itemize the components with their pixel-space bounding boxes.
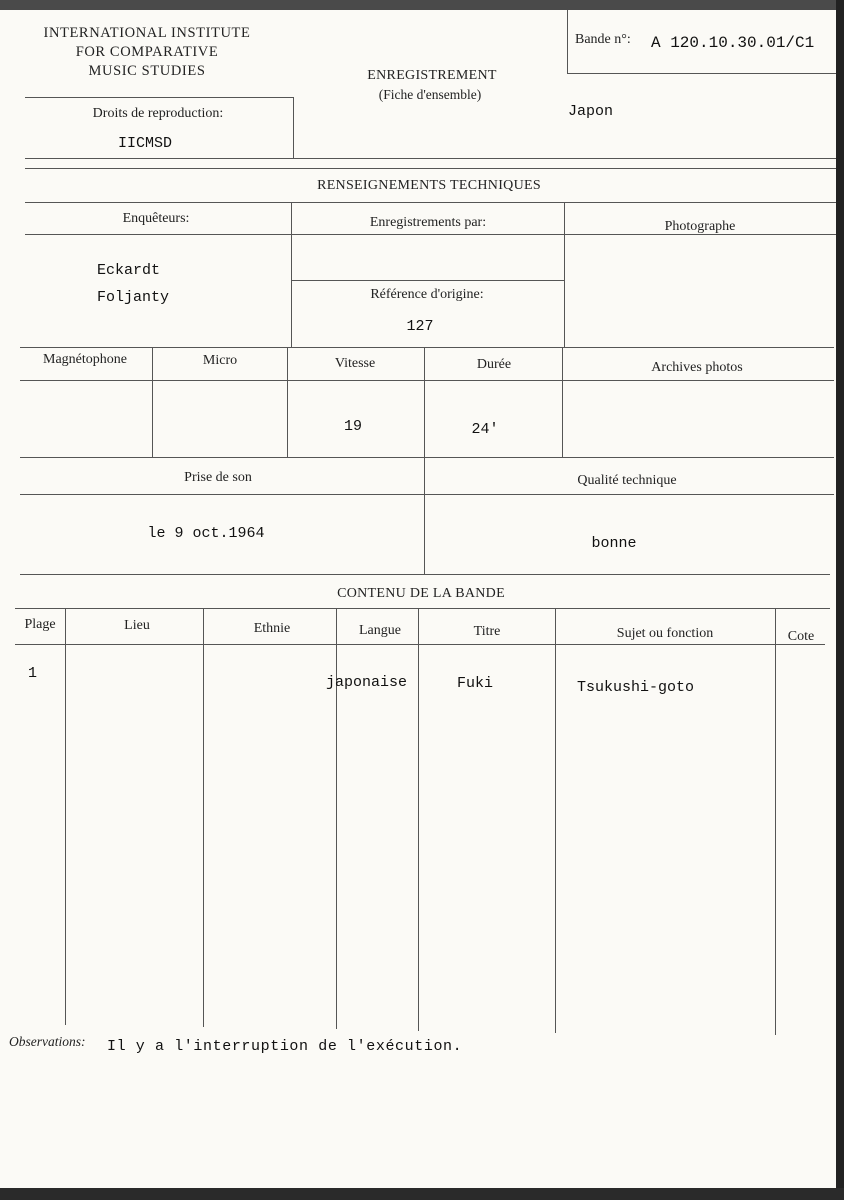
- divider-duree: [424, 347, 425, 457]
- observations-label: Observations:: [9, 1034, 86, 1049]
- institute-name: [22, 24, 272, 81]
- rule-contents-header-top: [15, 608, 830, 609]
- divider-lieu: [65, 608, 66, 1025]
- reference-value: 127: [406, 318, 434, 335]
- bande-label: Bande n°:: [575, 32, 631, 47]
- scan-edge-bottom: [0, 1188, 844, 1200]
- rule-technical-top: [25, 168, 837, 169]
- enregistrements-label: Enregistrements par:: [369, 215, 487, 230]
- rule-contents-top: [20, 574, 830, 575]
- row-titre: Fuki: [457, 675, 494, 692]
- rule-above-technical: [25, 158, 837, 159]
- bande-box-left-border: [567, 10, 568, 74]
- scan-edge-right: [836, 0, 844, 1200]
- divider-cote: [775, 608, 776, 1035]
- micro-label: Micro: [202, 353, 238, 368]
- rule-under-labels: [25, 234, 837, 235]
- enqueteurs-label: Enquêteurs:: [122, 211, 190, 226]
- rights-box-top-border: [25, 97, 293, 98]
- observations-value: Il y a l'interruption de l'exécution.: [107, 1038, 463, 1055]
- divider-archives: [562, 347, 563, 457]
- bande-number: A 120.10.30.01/C1: [651, 34, 815, 52]
- record-form-sheet: [0, 10, 836, 1188]
- rule-equipment-top: [20, 347, 834, 348]
- prise-label: Prise de son: [184, 470, 252, 485]
- column-plage: Plage: [24, 617, 56, 632]
- institute-line-2: FOR COMPARATIVE: [75, 44, 219, 60]
- divider-langue: [336, 608, 337, 1029]
- rights-label: Droits de reproduction:: [92, 106, 224, 121]
- row-sujet: Tsukushi-goto: [577, 679, 695, 696]
- institute-line-3: MUSIC STUDIES: [88, 63, 206, 79]
- archives-label: Archives photos: [651, 360, 743, 375]
- rights-value: IICMSD: [118, 135, 173, 152]
- photographe-label: Photographe: [664, 219, 736, 234]
- row-langue: japonaise: [326, 674, 408, 691]
- rule-prise-labels: [20, 494, 834, 495]
- form-subtitle: (Fiche d'ensemble): [378, 87, 482, 102]
- divider-vitesse: [287, 347, 288, 457]
- divider-qualite: [424, 457, 425, 574]
- form-title: ENREGISTREMENT: [367, 68, 497, 83]
- contents-section-title: CONTENU DE LA BANDE: [337, 586, 505, 601]
- divider-sujet: [555, 608, 556, 1033]
- divider-photographe: [564, 202, 565, 347]
- divider-titre: [418, 608, 419, 1031]
- divider-ethnie: [203, 608, 204, 1027]
- prise-value: le 9 oct.1964: [147, 525, 265, 542]
- divider-enqueteurs: [291, 202, 292, 347]
- column-langue: Langue: [359, 623, 401, 638]
- rule-technical-bottom: [25, 202, 837, 203]
- reference-label: Référence d'origine:: [370, 287, 484, 302]
- bande-box-bottom-border: [567, 73, 836, 74]
- scan-edge-top: [0, 0, 844, 10]
- qualite-value: bonne: [591, 535, 637, 552]
- rule-contents-header-bottom: [15, 644, 825, 645]
- vitesse-label: Vitesse: [334, 356, 376, 371]
- rule-equipment-labels: [20, 380, 834, 381]
- column-ethnie: Ethnie: [253, 621, 291, 636]
- rights-box-right-border: [293, 97, 294, 159]
- enqueteur-name-1: Eckardt: [97, 262, 161, 279]
- qualite-label: Qualité technique: [577, 473, 677, 488]
- rule-prise-top: [20, 457, 834, 458]
- column-titre: Titre: [473, 624, 501, 639]
- column-sujet: Sujet ou fonction: [616, 626, 714, 641]
- enqueteur-name-2: Foljanty: [97, 289, 170, 306]
- column-lieu: Lieu: [124, 618, 150, 633]
- duree-value: 24': [471, 421, 499, 438]
- rule-under-enregistrements: [291, 280, 564, 281]
- technical-section-title: RENSEIGNEMENTS TECHNIQUES: [317, 178, 541, 193]
- divider-micro: [152, 347, 153, 457]
- duree-label: Durée: [476, 357, 512, 372]
- country-value: Japon: [568, 103, 614, 120]
- institute-line-1: INTERNATIONAL INSTITUTE: [43, 25, 251, 41]
- magnetophone-label: Magnétophone: [43, 352, 127, 367]
- vitesse-value: 19: [343, 418, 363, 435]
- row-plage: 1: [28, 665, 38, 682]
- column-cote: Cote: [787, 629, 815, 644]
